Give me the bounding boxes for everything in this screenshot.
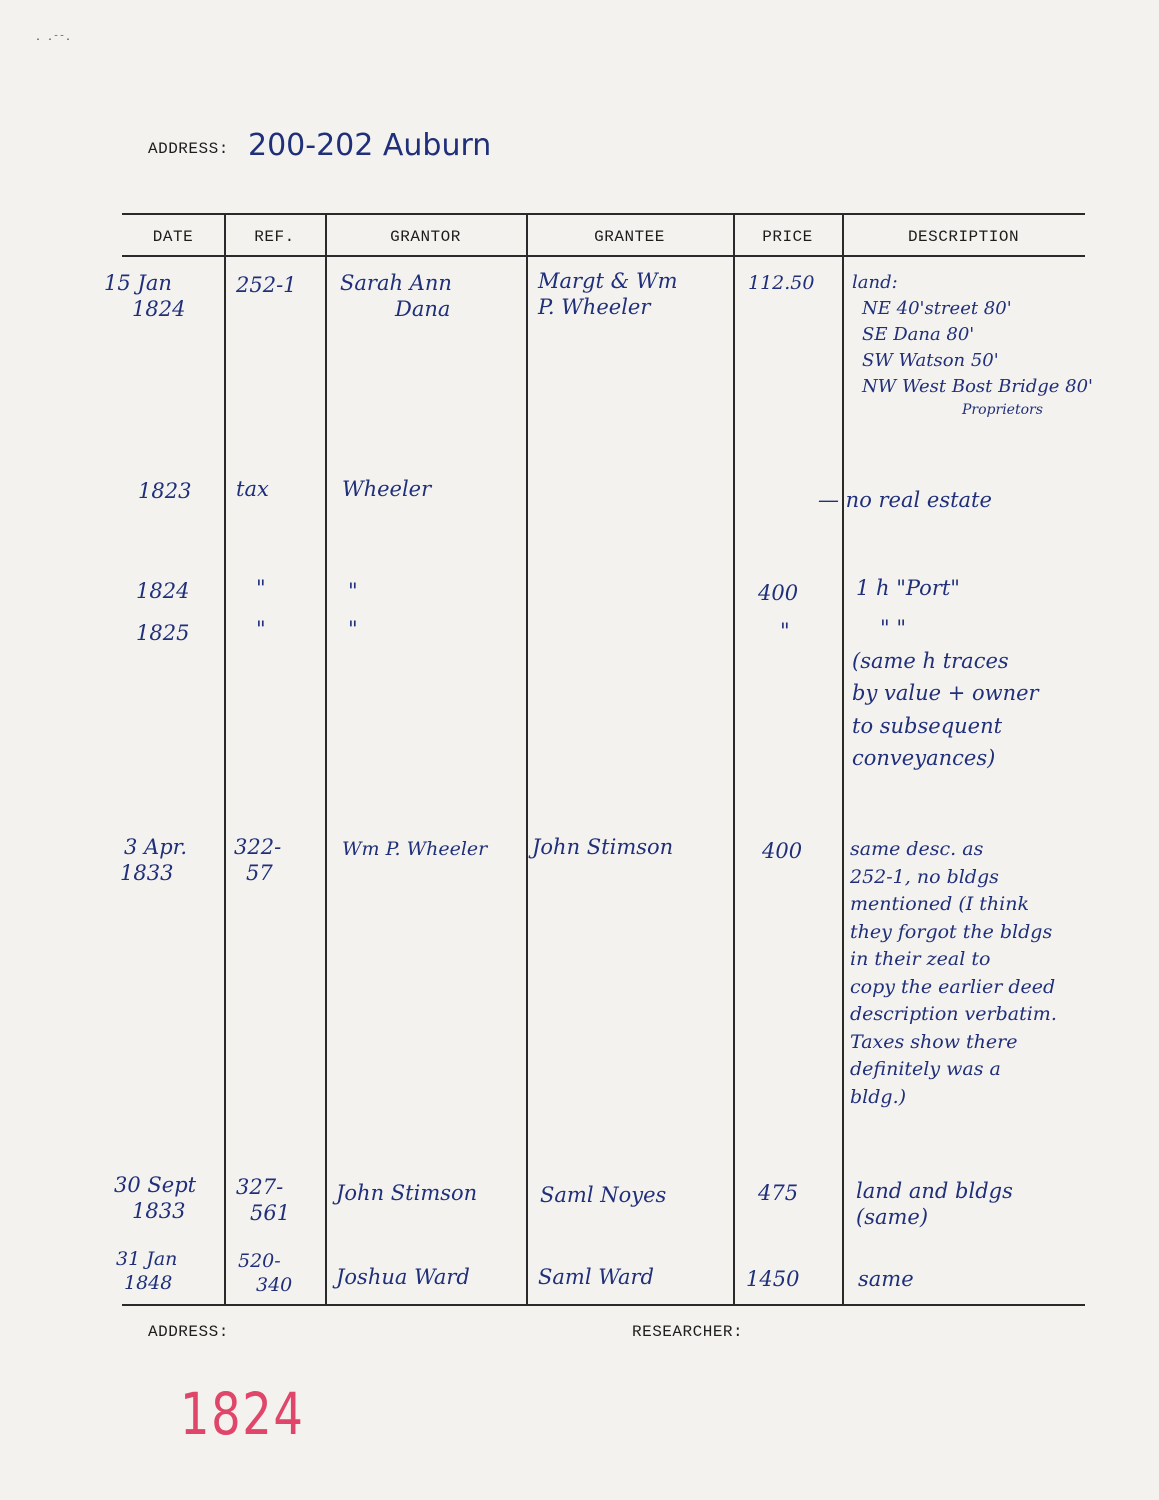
cell-date: 31 Jan 1848 (116, 1248, 178, 1294)
cell-grantor: Wm P. Wheeler (342, 838, 488, 860)
cell-price: 112.50 (748, 272, 815, 294)
cell-date: 3 Apr. 1833 (120, 835, 188, 886)
column-divider (325, 213, 327, 1305)
cell-description: land: NE 40'street 80' SE Dana 80' SW Watson 50' NW West Bost Bridge 80' Proprietors (852, 272, 1093, 419)
cell-ref: 322- 57 (234, 835, 282, 886)
cell-ref: tax (236, 477, 269, 501)
cell-ref: 520- 340 (238, 1250, 293, 1296)
cell-description: same (858, 1267, 914, 1291)
cell-price: 475 (758, 1181, 799, 1205)
column-divider (224, 213, 226, 1305)
cell-grantee: Saml Noyes (540, 1183, 667, 1207)
cell-description: — no real estate (818, 488, 992, 512)
cell-grantor: Joshua Ward (336, 1265, 470, 1289)
column-header-ref: REF. (254, 228, 295, 246)
address-label: ADDRESS: (148, 140, 229, 158)
header-bottom-rule (122, 255, 1085, 257)
cell-ref: 252-1 (236, 273, 297, 297)
cell-description: " " (same h traces by value + owner to subsequent conveyances) (852, 616, 1039, 771)
column-header-grantee: GRANTEE (594, 228, 665, 246)
cell-price: " (780, 619, 790, 643)
cell-grantor: John Stimson (336, 1181, 478, 1205)
column-header-price: PRICE (762, 228, 813, 246)
column-header-date: DATE (152, 228, 194, 246)
cell-grantor: " (348, 617, 358, 641)
cell-price: 400 (758, 581, 799, 605)
table-bottom-rule (122, 1304, 1085, 1306)
cell-date: 30 Sept 1833 (114, 1173, 197, 1224)
cell-grantor: Wheeler (342, 477, 432, 501)
column-divider (842, 213, 844, 1305)
column-header-description: DESCRIPTION (907, 228, 1020, 246)
cell-date: 1824 (136, 579, 190, 603)
column-divider (733, 213, 735, 1305)
table-top-rule (122, 213, 1085, 215)
cell-grantee: John Stimson (532, 835, 674, 859)
cell-ref: 327- 561 (236, 1175, 291, 1226)
cell-grantee: Margt & Wm P. Wheeler (538, 269, 678, 320)
cell-description: land and bldgs (same) (856, 1179, 1013, 1230)
cell-ref: " (256, 617, 266, 641)
cell-description: same desc. as 252-1, no bldgs mentioned (I think they forgot the bldgs in their zeal to copy the earlier deed description verbatim. Taxes show there definitely was a bldg.) (850, 838, 1057, 1108)
cell-price: 1450 (746, 1267, 800, 1291)
cell-ref: " (256, 576, 266, 600)
column-divider (526, 213, 528, 1305)
cell-description: 1 h "Port" (856, 576, 960, 600)
footer-researcher-label: RESEARCHER: (632, 1323, 744, 1341)
footer-address-label: ADDRESS: (148, 1323, 229, 1341)
cell-grantee: Saml Ward (538, 1265, 654, 1289)
address-value: 200-202 Auburn (248, 128, 492, 163)
corner-marks: · ·ˉˉ· (35, 35, 72, 46)
cell-price: 400 (762, 839, 803, 863)
cell-date: 1823 (138, 479, 192, 503)
cell-date: 1825 (136, 621, 190, 645)
cell-grantor: " (348, 579, 358, 603)
cell-grantor: Sarah Ann Dana (340, 271, 452, 322)
column-header-grantor: GRANTOR (390, 228, 461, 246)
year-stamp: 1824 (180, 1380, 305, 1448)
cell-date: 15 Jan 1824 (104, 271, 186, 322)
